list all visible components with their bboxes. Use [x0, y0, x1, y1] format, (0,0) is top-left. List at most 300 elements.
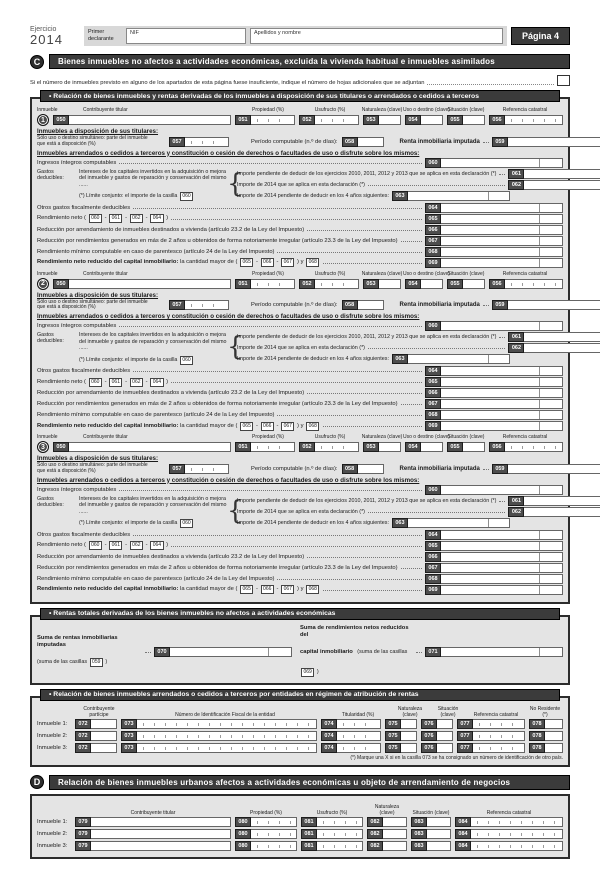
- rendimiento-neto-row: [37, 377, 563, 387]
- field-contribuyente-participe[interactable]: [91, 731, 117, 741]
- box-tag-080: 080: [235, 829, 251, 839]
- field-naturaleza[interactable]: [401, 731, 417, 741]
- leader-dots: [119, 160, 422, 164]
- box-tag-077: 077: [457, 731, 473, 741]
- box-tag-053: 053: [363, 115, 379, 125]
- leader-dots: [323, 587, 422, 591]
- field-usufructo[interactable]: [315, 442, 359, 452]
- amount-field-065[interactable]: [441, 214, 563, 224]
- amount-field-062[interactable]: [524, 343, 600, 353]
- block-column-headers: [37, 434, 563, 440]
- leader-dots: [401, 401, 422, 405]
- box-tag-057: 057: [169, 137, 185, 147]
- amount-field-069[interactable]: [441, 585, 563, 595]
- leader-dots: [133, 368, 422, 372]
- field-contribuyente-titular[interactable]: [91, 817, 231, 827]
- reduccion-vivienda-label: Reducción por arrendamiento de inmuebles destinados a vivienda (artículo 23.2 de la Ley del Impuesto): [37, 553, 305, 560]
- box-tag-055: 055: [447, 115, 463, 125]
- field-no-residente[interactable]: [545, 719, 563, 729]
- amount-field-063[interactable]: [408, 354, 510, 364]
- row-label: Inmueble 2:: [37, 830, 68, 837]
- field-referencia-catastral[interactable]: [471, 829, 563, 839]
- box-tag-051: 051: [235, 279, 251, 289]
- box-tag-063: 063: [392, 518, 408, 528]
- box-tag-078: 078: [529, 731, 545, 741]
- leader-dots: [171, 543, 422, 547]
- leader-dots: [401, 565, 422, 569]
- box-ref-062: 062: [130, 378, 143, 387]
- box-tag-081: 081: [301, 829, 317, 839]
- col-inmueble: Inmueble: [37, 107, 58, 113]
- amount-field-069[interactable]: [441, 421, 563, 431]
- box-tag-059: 059: [492, 464, 508, 474]
- reduccion-vivienda-row: [37, 552, 563, 562]
- ingresos-row: [37, 321, 563, 331]
- rendimiento-neto-reducido-row: [37, 258, 563, 268]
- field-referencia-catastral[interactable]: [505, 279, 563, 289]
- field-referencia-catastral[interactable]: [505, 115, 563, 125]
- field-propiedad[interactable]: [251, 829, 297, 839]
- field-situacion[interactable]: [427, 817, 451, 827]
- reduccion-vivienda-amount: [425, 388, 563, 398]
- otros-gastos-amount: [425, 530, 563, 540]
- field-naturaleza[interactable]: [383, 829, 407, 839]
- amount-field-067[interactable]: [441, 236, 563, 246]
- importe3-label: Importe de 2014 pendiente de deducir en los 4 años siguientes:: [237, 356, 389, 362]
- importe3-amount: [392, 518, 510, 528]
- col-usufructo: Usufructo (%): [314, 107, 346, 113]
- field-naturaleza[interactable]: [379, 442, 401, 452]
- field-situacion[interactable]: [463, 115, 485, 125]
- gastos-deducibles-group: [37, 332, 563, 365]
- importe-pendiente-4-row: [237, 191, 600, 201]
- importe2-amount: [508, 343, 600, 353]
- apellidos-nombre-field[interactable]: Apellidos y nombre: [250, 28, 503, 44]
- col-propiedad: Propiedad (%): [250, 809, 282, 816]
- row-label: Inmueble 3:: [37, 842, 68, 849]
- renta-imputada-amount: [492, 137, 600, 147]
- amount-field-060[interactable]: [441, 158, 563, 168]
- importe1-amount: [508, 332, 600, 342]
- col-propiedad: Propiedad (%): [252, 434, 284, 440]
- section-d-table-row: [37, 817, 563, 827]
- arrendados-subtitle: Inmuebles arrendados o cedidos a terceros y constitución o cesión de derechos o facultades de uso o disfrute sobre los mismos:: [37, 476, 420, 484]
- field-titularidad[interactable]: [337, 719, 381, 729]
- field-nif-entidad[interactable]: [137, 719, 317, 729]
- amount-field-068[interactable]: [441, 574, 563, 584]
- field-contribuyente-titular[interactable]: [91, 829, 231, 839]
- box-ref-069: 069: [301, 668, 314, 677]
- atribucion-section-title: • Relación de bienes inmuebles arrendados o cedidos a terceros por entidades en régimen de atribución de rentas: [40, 689, 560, 701]
- atribucion-table-header: [37, 706, 563, 718]
- rendimiento-neto-reducido-label: Rendimiento neto reducido del capital inmobiliario: la cantidad mayor de ( 065 - 066 - 067 ) y 068: [37, 258, 320, 267]
- leader-dots: [277, 576, 422, 580]
- field-titularidad[interactable]: [337, 743, 381, 753]
- box-tag-069: 069: [425, 585, 441, 595]
- field-propiedad[interactable]: [251, 279, 295, 289]
- field-usufructo[interactable]: [317, 841, 363, 851]
- sum-netos-amount: [425, 647, 563, 657]
- box-tag-050: 050: [53, 279, 69, 289]
- field-naturaleza[interactable]: [383, 817, 407, 827]
- reduccion-vivienda-amount: [425, 552, 563, 562]
- gastos-label: Gastos deducibles:: [37, 495, 64, 508]
- otros-gastos-amount: [425, 366, 563, 376]
- field-propiedad[interactable]: [251, 841, 297, 851]
- field-propiedad[interactable]: [251, 115, 295, 125]
- box-ref-059: 059: [90, 658, 103, 667]
- rendimiento-minimo-row: [37, 574, 563, 584]
- box-tag-084: 084: [455, 817, 471, 827]
- box-ref-068: 068: [306, 258, 319, 267]
- amount-field-070[interactable]: [170, 647, 292, 657]
- section-d-letter-badge: D: [30, 775, 44, 789]
- col-referencia-catastral: Referencia catastral: [473, 711, 519, 718]
- leader-dots: [133, 205, 422, 209]
- reduccion-irregular-amount: [425, 399, 563, 409]
- amount-field-064[interactable]: [441, 366, 563, 376]
- box-tag-065: 065: [425, 377, 441, 387]
- amount-field-066[interactable]: [441, 388, 563, 398]
- box-tag-065: 065: [425, 541, 441, 551]
- box-tag-050: 050: [53, 442, 69, 452]
- section-c-letter-badge: C: [30, 55, 44, 69]
- field-parte-disposicion[interactable]: [185, 464, 229, 474]
- box-tag-053: 053: [363, 442, 379, 452]
- box-ref-060: 060: [180, 356, 193, 365]
- relacion-section-title: • Relación de bienes inmuebles y rentas derivadas de los inmuebles a disposición de sus titulares o arrendados o cedidos a terceros: [40, 90, 560, 102]
- disposicion-row: [37, 300, 563, 312]
- box-tag-060: 060: [425, 321, 441, 331]
- field-parte-disposicion[interactable]: [185, 300, 229, 310]
- box-tag-050: 050: [53, 115, 69, 125]
- col-usufructo: Usufructo (%): [314, 434, 346, 440]
- col-naturaleza: Naturaleza (clave): [361, 434, 403, 440]
- box-tag-061: 061: [508, 496, 524, 506]
- amount-field-067[interactable]: [441, 563, 563, 573]
- box-tag-061: 061: [508, 169, 524, 179]
- amount-field-071[interactable]: [441, 647, 563, 657]
- box-tag-066: 066: [425, 552, 441, 562]
- section-d-table-row: [37, 841, 563, 851]
- brace-decoration: {: [227, 495, 244, 526]
- ejercicio-year: 2014: [30, 32, 63, 47]
- box-tag-052: 052: [299, 279, 315, 289]
- row-label: Inmueble 1:: [37, 818, 68, 825]
- rendimiento-minimo-amount: [425, 574, 563, 584]
- box-ref-060: 060: [89, 214, 102, 223]
- leader-dots: [119, 323, 422, 327]
- amount-field-061[interactable]: [524, 496, 600, 506]
- leader-dots: [499, 171, 505, 175]
- atribucion-table-row: [37, 731, 563, 741]
- field-periodo[interactable]: [358, 464, 384, 474]
- box-tag-069: 069: [425, 421, 441, 431]
- col-uso-destino: Uso o destino (clave): [403, 434, 450, 440]
- box-tag-074: 074: [321, 743, 337, 753]
- col-titularidad: Titularidad (%): [341, 711, 375, 718]
- field-referencia-catastral[interactable]: [471, 817, 563, 827]
- col-referencia-catastral: Referencia catastral: [502, 270, 548, 277]
- field-uso-destino[interactable]: [421, 279, 443, 289]
- box-tag-071: 071: [425, 647, 441, 657]
- col-usufructo: Usufructo (%): [316, 809, 348, 816]
- block-number-badge: 1: [37, 114, 49, 126]
- col-naturaleza: Naturaleza (clave): [397, 705, 423, 718]
- importe-pendiente-row: [237, 496, 600, 506]
- amount-field-067[interactable]: [441, 399, 563, 409]
- box-tag-057: 057: [169, 464, 185, 474]
- box-tag-073: 073: [121, 743, 137, 753]
- col-naturaleza: Naturaleza (clave): [361, 270, 403, 277]
- field-situacion[interactable]: [437, 719, 453, 729]
- block-main-row: [37, 114, 563, 126]
- amount-field-064[interactable]: [441, 530, 563, 540]
- col-contribuyente-titular: Contribuyente titular: [83, 107, 128, 113]
- field-naturaleza[interactable]: [379, 279, 401, 289]
- leader-dots: [368, 182, 505, 186]
- amount-field-062[interactable]: [524, 507, 600, 517]
- field-referencia-catastral[interactable]: [473, 743, 525, 753]
- leader-dots: [277, 249, 422, 253]
- field-situacion[interactable]: [427, 841, 451, 851]
- box-tag-055: 055: [447, 279, 463, 289]
- reduccion-irregular-row: [37, 563, 563, 573]
- arrendados-subtitle: Inmuebles arrendados o cedidos a terceros y constitución o cesión de derechos o facultades de uso o disfrute sobre los mismos:: [37, 313, 420, 320]
- box-ref-060: 060: [180, 519, 193, 528]
- box-ref-061: 061: [109, 378, 122, 387]
- amount-field-062[interactable]: [524, 180, 600, 190]
- arrendados-subtitle: Inmuebles arrendados o cedidos a terceros y constitución o cesión de derechos o facultades de uso o disfrute sobre los mismos:: [37, 149, 420, 157]
- gastos-deducibles-group: [37, 169, 563, 202]
- box-tag-072: 072: [75, 731, 91, 741]
- field-contribuyente-titular[interactable]: [91, 841, 231, 851]
- amount-field-059[interactable]: [508, 137, 600, 147]
- box-tag-083: 083: [411, 829, 427, 839]
- importe-2014-row: [237, 343, 600, 353]
- additional-sheets-row: [30, 75, 570, 86]
- box-tag-082: 082: [367, 829, 383, 839]
- leader-dots: [133, 532, 422, 536]
- amount-field-063[interactable]: [408, 191, 510, 201]
- rendimiento-neto-reducido-label: Rendimiento neto reducido del capital inmobiliario: la cantidad mayor de ( 065 - 066 - 067 ) y 068: [37, 422, 320, 431]
- box-tag-077: 077: [457, 719, 473, 729]
- rendimiento-minimo-label: Rendimiento mínimo computable en caso de parentesco (artículo 24 de la Ley del Impuesto): [37, 248, 275, 255]
- box-tag-076: 076: [421, 743, 437, 753]
- sum-imputadas-label: Suma de rentas inmobiliarias imputadas (suma de las casillas 059 ): [37, 634, 118, 665]
- field-usufructo[interactable]: [315, 279, 359, 289]
- disposicion-subtitle: Inmuebles a disposición de sus titulares:: [37, 128, 159, 135]
- amount-field-060[interactable]: [441, 485, 563, 495]
- amount-field-065[interactable]: [441, 541, 563, 551]
- leader-dots: [307, 554, 422, 558]
- box-tag-073: 073: [121, 731, 137, 741]
- field-periodo[interactable]: [358, 300, 384, 310]
- field-propiedad[interactable]: [251, 817, 297, 827]
- field-no-residente[interactable]: [545, 743, 563, 753]
- leader-dots: [368, 345, 505, 349]
- amount-field-061[interactable]: [524, 332, 600, 342]
- leader-dots: [307, 227, 422, 231]
- field-situacion[interactable]: [437, 743, 453, 753]
- amount-field-061[interactable]: [524, 169, 600, 179]
- field-usufructo[interactable]: [315, 115, 359, 125]
- field-situacion[interactable]: [427, 829, 451, 839]
- field-naturaleza[interactable]: [383, 841, 407, 851]
- field-contribuyente-titular[interactable]: [69, 279, 231, 289]
- box-tag-081: 081: [301, 817, 317, 827]
- ingresos-row: [37, 485, 563, 495]
- amount-field-065[interactable]: [441, 377, 563, 387]
- leader-dots: [323, 423, 422, 427]
- box-tag-065: 065: [425, 214, 441, 224]
- field-referencia-catastral[interactable]: [473, 731, 525, 741]
- box-ref-067: 067: [281, 585, 294, 594]
- reduccion-irregular-amount: [425, 563, 563, 573]
- col-uso-destino: Uso o destino (clave): [403, 270, 450, 277]
- field-situacion[interactable]: [437, 731, 453, 741]
- field-situacion[interactable]: [463, 279, 485, 289]
- rendimiento-neto-reducido-amount: [425, 421, 563, 431]
- field-naturaleza[interactable]: [401, 743, 417, 753]
- field-parte-disposicion[interactable]: [185, 137, 229, 147]
- field-uso-destino[interactable]: [421, 442, 443, 452]
- reduccion-irregular-label: Reducción por rendimientos generados en más de 2 años u obtenidos de forma notoriamente irregular (artículo 23.3 de la Ley del Impuesto): [37, 401, 398, 407]
- box-tag-054: 054: [405, 442, 421, 452]
- box-tag-075: 075: [385, 743, 401, 753]
- box-tag-056: 056: [489, 279, 505, 289]
- atribucion-table-row: [37, 743, 563, 753]
- field-referencia-catastral[interactable]: [471, 841, 563, 851]
- field-usufructo[interactable]: [317, 829, 363, 839]
- rendimiento-neto-reducido-label: Rendimiento neto reducido del capital inmobiliario: la cantidad mayor de ( 065 - 066 - 067 ) y 068: [37, 585, 320, 594]
- rendimiento-neto-label: Rendimiento neto ( 060 - 061 - 062 - 064 ): [37, 215, 169, 221]
- block-column-headers: [37, 107, 563, 113]
- box-tag-079: 079: [75, 817, 91, 827]
- importe2-label: Importe de 2014 que se aplica en esta declaración (*): [237, 508, 365, 515]
- col-referencia-catastral: Referencia catastral: [502, 434, 548, 440]
- amount-field-066[interactable]: [441, 552, 563, 562]
- box-tag-072: 072: [75, 719, 91, 729]
- disposicion-row: [37, 463, 563, 475]
- col-situacion: Situación (clave): [447, 270, 485, 277]
- row-label: Inmueble 1:: [37, 720, 68, 727]
- importe-pendiente-4-row: [237, 354, 600, 364]
- field-no-residente[interactable]: [545, 731, 563, 741]
- otros-gastos-label: Otros gastos fiscalmente deducibles: [37, 531, 131, 538]
- amount-field-069[interactable]: [441, 258, 563, 268]
- col-situacion: Situación (clave): [447, 434, 485, 440]
- amount-field-064[interactable]: [441, 203, 563, 213]
- otros-gastos-label: Otros gastos fiscalmente deducibles: [37, 204, 131, 211]
- col-situacion: Situación (clave): [412, 809, 450, 816]
- box-tag-072: 072: [75, 743, 91, 753]
- field-referencia-catastral[interactable]: [505, 442, 563, 452]
- leader-dots: [427, 81, 554, 85]
- box-tag-073: 073: [121, 719, 137, 729]
- gastos-descripcion: Intereses de los capitales invertidos en la adquisición o mejora del inmueble y gastos de reparación y conservación del mismo ......: [79, 168, 227, 188]
- field-contribuyente-titular[interactable]: [69, 115, 231, 125]
- field-nif-entidad[interactable]: [137, 731, 317, 741]
- box-tag-054: 054: [405, 279, 421, 289]
- box-tag-074: 074: [321, 719, 337, 729]
- amount-field-059[interactable]: [508, 464, 600, 474]
- box-tag-068: 068: [425, 574, 441, 584]
- field-titularidad[interactable]: [337, 731, 381, 741]
- box-ref-060: 060: [89, 541, 102, 550]
- field-referencia-catastral[interactable]: [473, 719, 525, 729]
- importe1-label: Importe pendiente de deducir de los ejercicios 2010, 2011, 2012 y 2013 que se aplica en esta declaración (*): [237, 497, 497, 504]
- col-nif-entidad: Número de Identificación Fiscal de la entidad: [175, 711, 275, 718]
- amount-field-068[interactable]: [441, 247, 563, 257]
- field-nif-entidad[interactable]: [137, 743, 317, 753]
- gastos-deducibles-group: [37, 496, 563, 529]
- field-situacion[interactable]: [463, 442, 485, 452]
- box-tag-066: 066: [425, 388, 441, 398]
- amount-field-059[interactable]: [508, 300, 600, 310]
- ingresos-amount: [425, 158, 563, 168]
- importe1-label: Importe pendiente de deducir de los ejercicios 2010, 2011, 2012 y 2013 que se aplica en esta declaración (*): [237, 170, 497, 177]
- amount-field-066[interactable]: [441, 225, 563, 235]
- field-propiedad[interactable]: [251, 442, 295, 452]
- col-propiedad: Propiedad (%): [252, 270, 284, 277]
- page-header: [30, 26, 570, 46]
- col-situacion: Situación (clave): [447, 107, 485, 113]
- amount-field-068[interactable]: [441, 410, 563, 420]
- atribucion-footnote: (*) Marque una X si en la casilla 073 se ha consignado un número de identificación de otro país.: [350, 754, 563, 761]
- ejercicio-label: Ejercicio: [30, 26, 57, 33]
- reduccion-irregular-amount: [425, 236, 563, 246]
- ingresos-label: Ingresos íntegros computables: [37, 323, 117, 329]
- field-contribuyente-participe[interactable]: [91, 719, 117, 729]
- field-periodo[interactable]: [358, 137, 384, 147]
- importe2-amount: [508, 180, 600, 190]
- section-d-header: [30, 775, 570, 790]
- leader-dots: [483, 302, 489, 306]
- col-situacion: Situación (clave): [437, 705, 459, 718]
- leader-dots: [277, 412, 422, 416]
- leader-dots: [499, 334, 505, 338]
- box-tag-059: 059: [492, 137, 508, 147]
- field-naturaleza[interactable]: [379, 115, 401, 125]
- col-propiedad: Propiedad (%): [252, 107, 284, 113]
- box-ref-067: 067: [281, 258, 294, 267]
- nif-field[interactable]: NIF: [126, 28, 246, 44]
- rendimiento-minimo-row: [37, 247, 563, 257]
- section-d-table-header: [37, 804, 563, 816]
- field-uso-destino[interactable]: [421, 115, 443, 125]
- leader-dots: [145, 649, 151, 653]
- additional-sheets-input[interactable]: [557, 75, 570, 86]
- box-tag-051: 051: [235, 115, 251, 125]
- box-tag-052: 052: [299, 115, 315, 125]
- amount-field-063[interactable]: [408, 518, 510, 528]
- renta-imputada-label: Renta inmobiliaria imputada: [399, 302, 480, 309]
- box-tag-067: 067: [425, 236, 441, 246]
- field-contribuyente-participe[interactable]: [91, 743, 117, 753]
- periodo-label: Período computable (n.º de días):: [251, 465, 338, 472]
- field-contribuyente-titular[interactable]: [69, 442, 231, 452]
- col-contribuyente-titular: Contribuyente titular: [83, 434, 128, 440]
- field-naturaleza[interactable]: [401, 719, 417, 729]
- section-d-box: [30, 794, 570, 859]
- relacion-section-box: [30, 97, 570, 604]
- box-ref-066: 066: [261, 422, 274, 431]
- importe1-amount: [508, 169, 600, 179]
- amount-field-060[interactable]: [441, 321, 563, 331]
- row-label: Inmueble 2:: [37, 732, 68, 739]
- field-usufructo[interactable]: [317, 817, 363, 827]
